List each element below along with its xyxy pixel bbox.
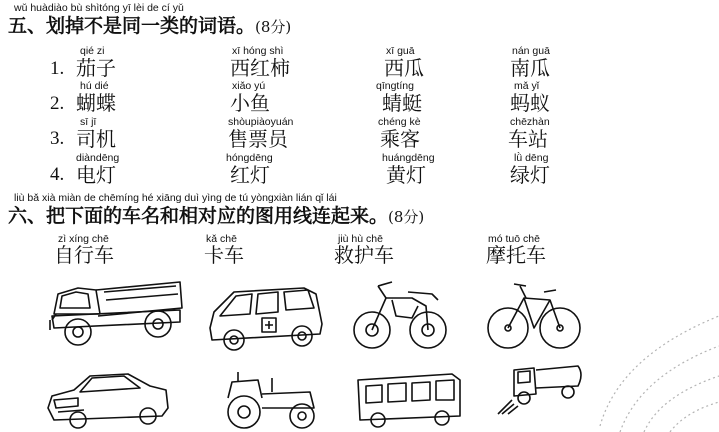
stamp-watermark bbox=[590, 296, 719, 432]
word[interactable]: 小鱼 bbox=[230, 91, 270, 115]
word-pinyin: qié zi bbox=[80, 45, 105, 57]
section6-title bbox=[8, 205, 424, 228]
word[interactable]: 黄灯 bbox=[386, 163, 426, 187]
word-pinyin: sī jī bbox=[80, 116, 97, 128]
section5-title-pinyin: wǔ huàdiào bù shìtóng yī lèi de cí yǔ bbox=[14, 2, 184, 14]
word-pinyin: xī hóng shì bbox=[232, 45, 284, 57]
section6-points: (8分) bbox=[388, 208, 425, 226]
word-pinyin: chēzhàn bbox=[510, 116, 550, 128]
word[interactable]: 蝴蝶 bbox=[76, 91, 116, 115]
vehicle-name[interactable]: 救护车 bbox=[334, 243, 394, 267]
row-number: 2. bbox=[50, 93, 65, 114]
bus-picture[interactable] bbox=[352, 370, 464, 430]
bicycle-picture[interactable] bbox=[486, 276, 582, 352]
motorcycle-picture[interactable] bbox=[352, 276, 448, 352]
row-number: 1. bbox=[50, 58, 65, 79]
tanker-truck-picture[interactable] bbox=[494, 356, 586, 416]
section5-title-text: 五、划掉不是同一类的词语。 bbox=[8, 15, 256, 37]
truck-picture[interactable] bbox=[48, 274, 188, 352]
section6-title-pinyin: liù bǎ xià miàn de chēmíng hé xiāng duì yìng de tú yòngxiàn lián qǐ lái bbox=[14, 192, 337, 204]
word-pinyin: hú dié bbox=[80, 80, 109, 92]
word-pinyin: chéng kè bbox=[378, 116, 421, 128]
word[interactable]: 绿灯 bbox=[510, 163, 550, 187]
word-pinyin: hóngdēng bbox=[226, 152, 273, 164]
word[interactable]: 车站 bbox=[508, 127, 548, 151]
word-pinyin: mǎ yǐ bbox=[514, 80, 540, 92]
word[interactable]: 蚂蚁 bbox=[510, 91, 550, 115]
vehicle-pinyin: mó tuō chē bbox=[488, 233, 540, 245]
word[interactable]: 司机 bbox=[76, 127, 116, 151]
word[interactable]: 乘客 bbox=[380, 127, 420, 151]
word[interactable]: 西红柿 bbox=[230, 56, 290, 80]
row-number: 4. bbox=[50, 164, 65, 185]
word-pinyin: xiǎo yú bbox=[232, 80, 266, 92]
word-pinyin: xī guā bbox=[386, 45, 415, 57]
word[interactable]: 茄子 bbox=[76, 56, 116, 80]
row-number: 3. bbox=[50, 128, 65, 149]
word-pinyin: nán guā bbox=[512, 45, 550, 57]
word[interactable]: 南瓜 bbox=[510, 56, 550, 80]
word-pinyin: lǜ dēng bbox=[514, 152, 549, 164]
vehicle-pinyin: jiù hù chē bbox=[338, 233, 383, 245]
word-pinyin: huángdēng bbox=[382, 152, 435, 164]
section5-title bbox=[8, 15, 291, 38]
vehicle-pinyin: zì xíng chē bbox=[58, 233, 109, 245]
word-pinyin: qīngtíng bbox=[376, 80, 414, 92]
ambulance-picture[interactable] bbox=[204, 284, 328, 356]
vehicle-name[interactable]: 摩托车 bbox=[486, 243, 546, 267]
word-pinyin: diàndēng bbox=[76, 152, 120, 164]
word[interactable]: 西瓜 bbox=[384, 56, 424, 80]
word-pinyin: shòupiàoyuán bbox=[228, 116, 294, 128]
vehicle-name[interactable]: 卡车 bbox=[204, 243, 244, 267]
section5-points: (8分) bbox=[255, 18, 292, 36]
vehicle-pinyin: kǎ chē bbox=[206, 233, 237, 245]
car-picture[interactable] bbox=[44, 368, 172, 430]
word[interactable]: 红灯 bbox=[230, 163, 270, 187]
vehicle-name[interactable]: 自行车 bbox=[54, 243, 114, 267]
section6-title-text: 六、把下面的车名和相对应的图用线连起来。 bbox=[8, 205, 389, 227]
word[interactable]: 蜻蜓 bbox=[382, 91, 422, 115]
word[interactable]: 售票员 bbox=[228, 127, 288, 151]
word[interactable]: 电灯 bbox=[76, 163, 116, 187]
tractor-picture[interactable] bbox=[218, 368, 322, 432]
